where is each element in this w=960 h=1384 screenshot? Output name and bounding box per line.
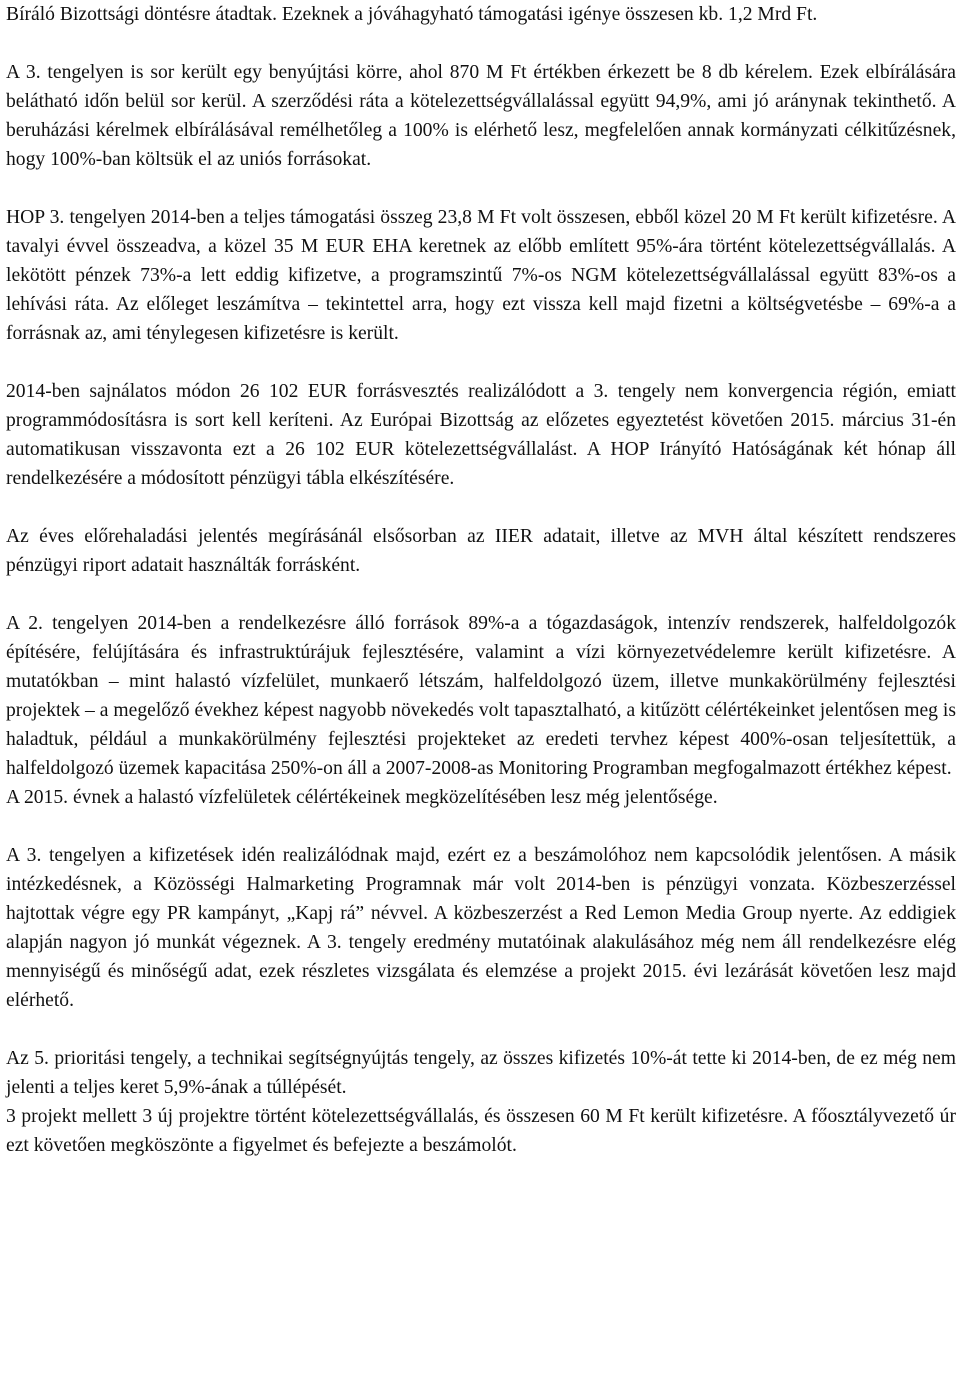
paragraph-spacer [6, 174, 956, 203]
paragraph-spacer [6, 493, 956, 522]
paragraph-spacer [6, 812, 956, 841]
paragraph-annual-report: Az éves előrehaladási jelentés megírásánál elsősorban az IIER adatait, illetve az MVH által készített rendszeres pénzügyi riport adatait használták forrásként. [6, 526, 956, 576]
paragraph-axis3-payments: A 3. tengelyen a kifizetések idén realizálódnak majd, ezért ez a beszámolóhoz nem kapcsolódik jelentősen. A másik intézkedésnek, a Közösségi Halmarketing Programnak már volt 2014-ben is pénzügyi vonzata. Közbeszerzéssel hajtottak végre egy PR kampányt, „Kapj rá” névvel. A közbeszerzést a Red Lemon Media Group nyerte. Az eddigiek alapján nagyon jó munkát végeznek. A 3. tengely eredmény mutatóinak alakulásához még nem áll rendelkezésre elég mennyiségű és minőségű adat, ezek részletes vizsgálata és elemzése a projekt 2015. évi lezárását követően lesz majd elérhető. [6, 845, 956, 1011]
paragraph-spacer [6, 348, 956, 377]
paragraph-axis5-technical-assistance: Az 5. prioritási tengely, a technikai segítségnyújtás tengely, az összes kifizetés 10%-át tette ki 2014-ben, de ez még nem jelenti a teljes keret 5,9%-ának a túllépését. [6, 1048, 956, 1098]
paragraph-spacer [6, 29, 956, 58]
paragraph-closing: 3 projekt mellett 3 új projektre történt kötelezettségvállalás, és összesen 60 M Ft került kifizetésre. A főosztályvezető úr ezt követően megköszönte a figyelmet és befejezte a beszámolót. [6, 1106, 956, 1156]
paragraph-spacer [6, 1015, 956, 1044]
paragraph-resource-loss: 2014-ben sajnálatos módon 26 102 EUR forrásvesztés realizálódott a 3. tengely nem konvergencia régión, emiatt programmódosításra is sort kell keríteni. Az Európai Bizottság az előzetes egyeztetést követően 2015. március 31-én automatikusan visszavonta ezt a 26 102 EUR kötelezettségvállalást. A HOP Irányító Hatóságának két hónap áll rendelkezésére a módosított pénzügyi tábla elkészítésére. [6, 381, 956, 489]
paragraph-spacer [6, 580, 956, 609]
paragraph-hop-axis3-2014: HOP 3. tengelyen 2014-ben a teljes támogatási összeg 23,8 M Ft volt összesen, ebből közel 20 M Ft került kifizetésre. A tavalyi évvel összeadva, a közel 35 M EUR EHA keretnek az előbb említett 95%-ára történt kötelezettségvállalás. A lekötött pénzek 73%-a lett eddig kifizetve, a programszintű 7%-os NGM kötelezettségvállalással együtt 83%-os a lehívási ráta. Az előleget leszámítva – tekintettel arra, hogy ezt vissza kell majd fizetni a költségvetésbe – 69%-a a forrásnak az, ami ténylegesen kifizetésre is került. [6, 207, 956, 344]
paragraph-axis2-2014: A 2. tengelyen 2014-ben a rendelkezésre álló források 89%-a a tógazdaságok, intenzív rendszerek, halfeldolgozók építésére, felújítására és infrastruktúrájuk fejlesztésére, valamint a vízi környezetvédelemre került kifizetésre. A mutatókban – mint halastó vízfelület, munkaerő létszám, halfeldolgozó üzem, illetve munkakörülmény fejlesztési projektek – a megelőző évekhez képest nagyobb növekedés volt tapasztalható, a kitűzött célértékeinket jelentősen meg is haladtuk, például a munkakörülmény fejlesztési projekteket az eredeti tervhez képest 400%-osan teljesítettük, a halfeldolgozó üzemek kapacitása 250%-on áll a 2007-2008-as Monitoring Programban megfogalmazott értékhez képest. [6, 613, 956, 779]
paragraph-committee-decision: Bíráló Bizottsági döntésre átadtak. Ezeknek a jóváhagyható támogatási igénye összesen kb. 1,2 Mrd Ft. [6, 4, 818, 25]
paragraph-2015-significance: A 2015. évnek a halastó vízfelületek célértékeinek megközelítésében lesz még jelentősége. [6, 787, 718, 808]
document-page [6, 0, 956, 1160]
paragraph-axis3-application-round: A 3. tengelyen is sor került egy benyújtási körre, ahol 870 M Ft értékben érkezett be 8 db kérelem. Ezek elbírálására belátható időn belül sor kerül. A szerződési ráta a kötelezettségvállalással együtt 94,9%, ami jó aránynak tekinthető. A beruházási kérelmek elbírálásával remélhetőleg a 100% is elérhető lesz, megfelelően annak kormányzati célkitűzésnek, hogy 100%-ban költsük el az uniós forrásokat. [6, 62, 956, 170]
